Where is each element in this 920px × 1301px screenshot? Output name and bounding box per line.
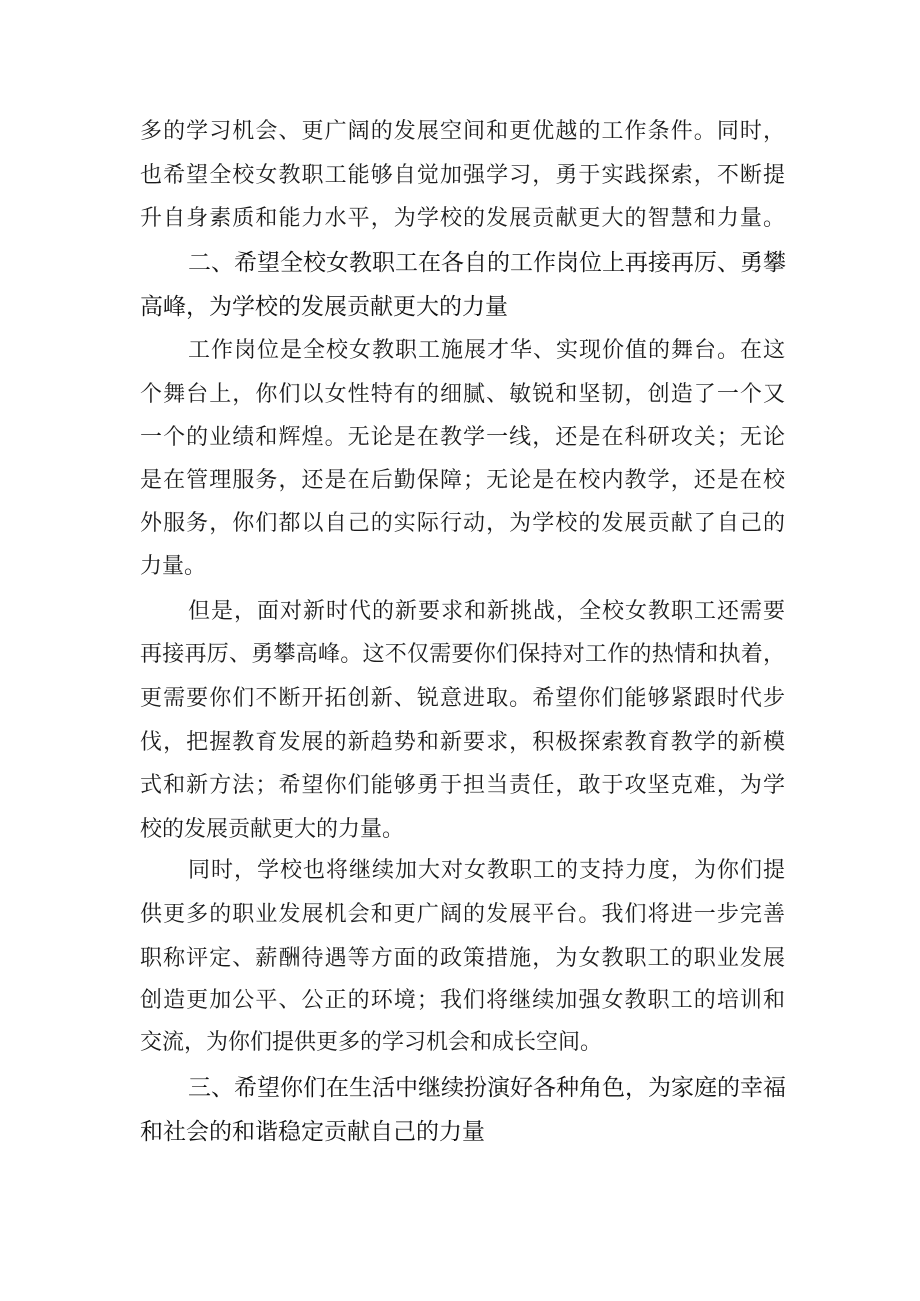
text-line: 创造更加公平、公正的环境；我们将继续加强女教职工的培训和 <box>140 988 785 1013</box>
text-line: 交流，为你们提供更多的学习机会和成长空间。 <box>140 1030 603 1055</box>
text-line: 外服务，你们都以自己的实际行动，为学校的发展贡献了自己的 <box>140 511 785 536</box>
text-line: 多的学习机会、更广阔的发展空间和更优越的工作条件。同时， <box>140 119 785 144</box>
text-line: 力量。 <box>140 554 207 579</box>
text-line: 更需要你们不断开拓创新、锐意进取。希望你们能够紧跟时代步 <box>140 686 785 711</box>
text-line: 是在管理服务，还是在后勤保障；无论是在校内教学，还是在校 <box>140 468 785 493</box>
heading-line: 二、希望全校女教职工在各自的工作岗位上再接再厉、勇攀 <box>188 250 786 276</box>
text-line: 供更多的职业发展机会和更广阔的发展平台。我们将进一步完善 <box>140 902 785 927</box>
text-line: 再接再厉、勇攀高峰。这不仅需要你们保持对工作的热情和执着， <box>140 642 785 667</box>
heading-line: 和社会的和谐稳定贡献自己的力量 <box>140 1119 485 1145</box>
text-line: 升自身素质和能力水平，为学校的发展贡献更大的智慧和力量。 <box>140 206 785 231</box>
text-line: 伐，把握教育发展的新趋势和新要求，积极探索教育教学的新模 <box>140 730 785 755</box>
text-line: 职称评定、薪酬待遇等方面的政策措施，为女教职工的职业发展 <box>140 946 785 971</box>
text-line: 个舞台上，你们以女性特有的细腻、敏锐和坚韧，创造了一个又 <box>140 382 785 407</box>
text-line: 一个的业绩和辉煌。无论是在教学一线，还是在科研攻关；无论 <box>140 425 785 450</box>
text-line: 也希望全校女教职工能够自觉加强学习，勇于实践探索，不断提 <box>140 163 785 188</box>
heading-line: 高峰，为学校的发展贡献更大的力量 <box>140 294 508 320</box>
text-line: 校的发展贡献更大的力量。 <box>140 817 405 842</box>
text-line: 工作岗位是全校女教职工施展才华、实现价值的舞台。在这 <box>188 338 785 363</box>
text-line: 式和新方法；希望你们能够勇于担当责任，敢于攻坚克难，为学 <box>140 773 785 798</box>
text-line: 同时，学校也将继续加大对女教职工的支持力度，为你们提 <box>188 858 785 883</box>
text-line: 但是，面对新时代的新要求和新挑战，全校女教职工还需要 <box>188 599 785 624</box>
heading-line: 三、希望你们在生活中继续扮演好各种角色，为家庭的幸福 <box>188 1075 786 1101</box>
